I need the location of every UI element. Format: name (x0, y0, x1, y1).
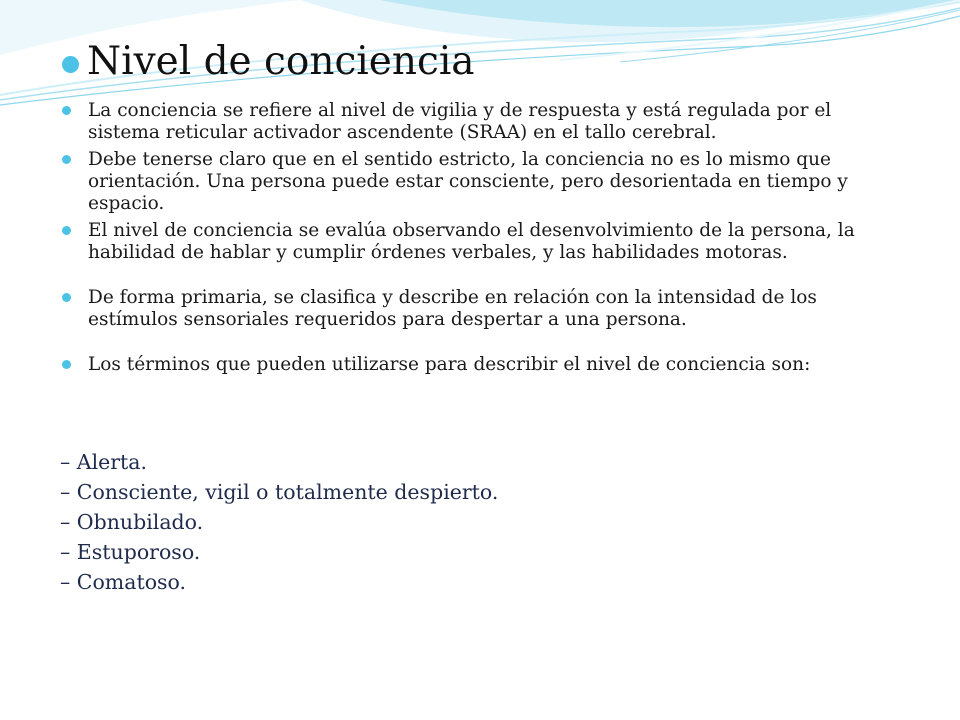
term-item-comatoso: – Comatoso. (60, 570, 187, 594)
term-item-obnubilado: – Obnubilado. (60, 510, 204, 534)
term-item-consciente: – Consciente, vigil o totalmente despierto. (60, 480, 499, 504)
bullet-icon (62, 293, 71, 302)
bullet-icon (62, 226, 71, 235)
bullet-item (62, 149, 907, 215)
bullet-icon (62, 360, 71, 369)
bullet-icon (62, 106, 71, 115)
bullet-item (62, 100, 907, 144)
terms-list (60, 447, 498, 597)
term-item-alerta: – Alerta. (60, 450, 148, 474)
bullet-item (62, 287, 907, 331)
bullet-text: El nivel de conciencia se evalúa observando el desenvolvimiento de la persona, la habilidad de hablar y cumplir órdenes verbales, y las habilidades motoras. (88, 220, 855, 263)
bullet-text: La conciencia se refiere al nivel de vigilia y de respuesta y está regulada por el sistema reticular activador ascendente (SRAA) en el tallo cerebral. (88, 100, 832, 143)
bullet-item (62, 220, 907, 264)
bullet-icon (62, 155, 71, 164)
bullet-item (62, 354, 907, 376)
slide-title: Nivel de conciencia (87, 39, 475, 84)
bullet-text: Los términos que pueden utilizarse para describir el nivel de conciencia son: (88, 354, 811, 375)
title-row (62, 39, 475, 84)
term-item-estuporoso: – Estuporoso. (60, 540, 201, 564)
bullet-text: De forma primaria, se clasifica y describe en relación con la intensidad de los estímulos sensoriales requeridos para despertar a una persona. (88, 287, 817, 330)
title-bullet-icon (62, 56, 79, 73)
bullet-list (62, 100, 907, 381)
bullet-text: Debe tenerse claro que en el sentido estricto, la conciencia no es lo mismo que orientación. Una persona puede estar consciente, pero desorientada en tiempo y espacio. (88, 149, 848, 214)
